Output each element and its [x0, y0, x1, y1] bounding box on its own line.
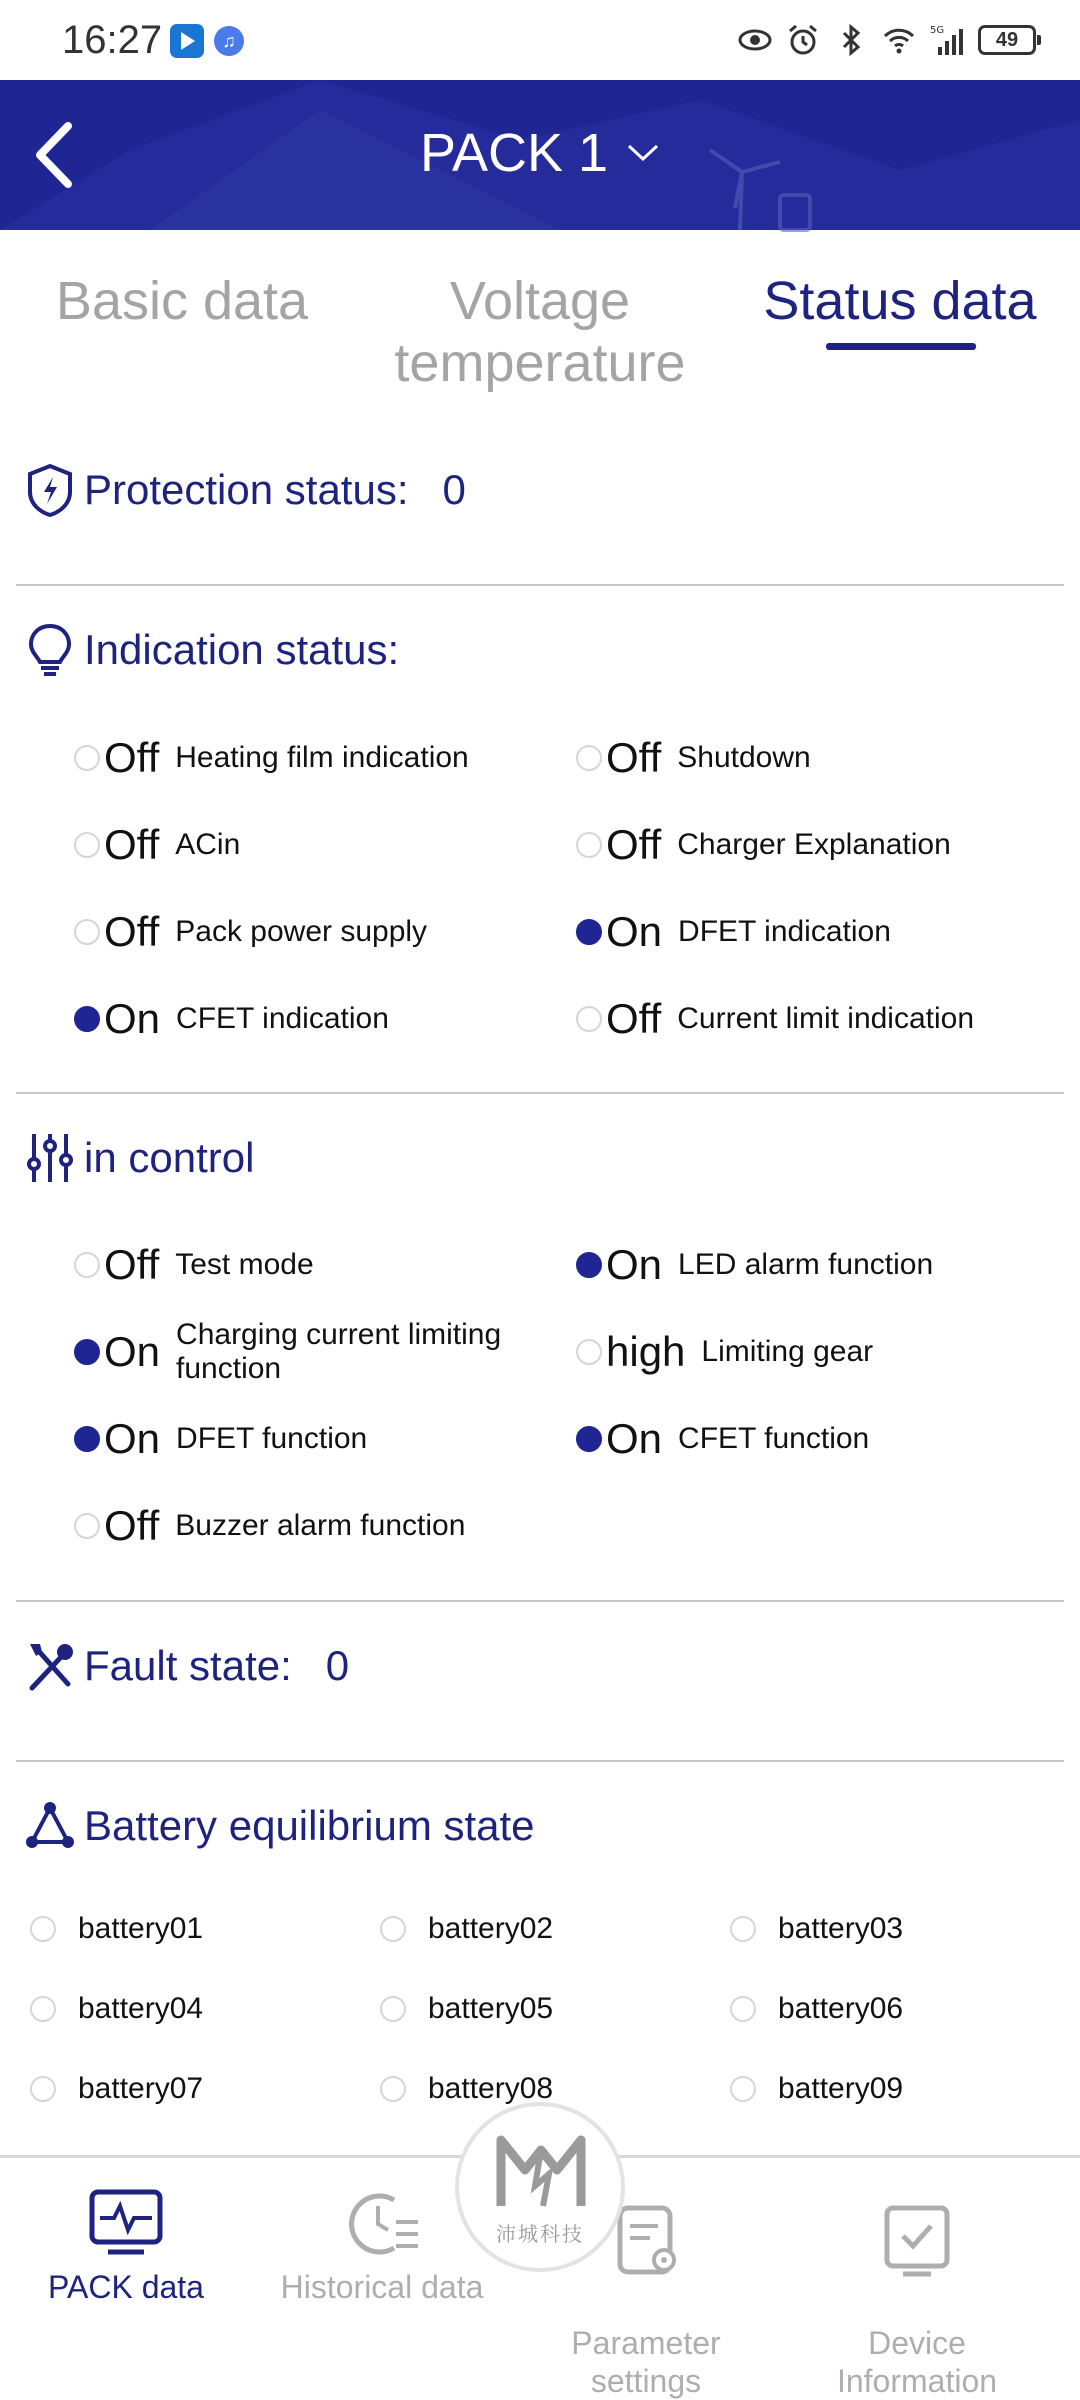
tab-status-data[interactable]: Status data	[763, 271, 1037, 331]
status-label: DFET indication	[678, 915, 891, 948]
balance-dot	[730, 1996, 756, 2022]
battery-label: battery07	[78, 2072, 204, 2105]
status-state: Off	[606, 995, 662, 1042]
indication-status-header	[24, 622, 399, 678]
balance-dot	[380, 1996, 406, 2022]
status-label: Current limit indication	[677, 1002, 975, 1035]
nav-pack-data[interactable]	[36, 2186, 216, 2306]
tab-bar	[0, 240, 1080, 410]
nav-label: Device Information	[836, 2325, 998, 2399]
indicator-pack-power-supply	[74, 908, 427, 956]
status-dot	[74, 1252, 100, 1278]
status-state: On	[606, 1415, 663, 1462]
center-logo-button[interactable]	[455, 2102, 625, 2272]
control-cfet-function	[576, 1415, 869, 1463]
status-state: On	[104, 1415, 161, 1462]
company-logo-icon	[495, 2130, 587, 2210]
sliders-icon	[24, 1130, 76, 1186]
control-test-mode	[74, 1241, 314, 1289]
status-label: Charger Explanation	[677, 828, 951, 861]
battery-balance-item	[30, 1992, 203, 2026]
wifi-icon	[882, 23, 916, 57]
shield-bolt-icon	[24, 462, 76, 518]
lightbulb-icon	[24, 622, 76, 678]
status-label: Charging current limiting function	[176, 1318, 502, 1385]
nav-label: PACK data	[48, 2269, 204, 2305]
indication-status-title: Indication status:	[84, 626, 400, 673]
indicator-dfet	[576, 908, 891, 956]
status-dot	[576, 1339, 602, 1365]
control-title: in control	[84, 1134, 255, 1181]
status-dot	[74, 1339, 100, 1365]
status-dot	[576, 1252, 602, 1278]
battery-label: battery01	[78, 1912, 204, 1945]
nav-device-information[interactable]	[812, 2166, 1022, 2400]
tab-voltage-temperature[interactable]: Voltage temperature	[394, 271, 686, 393]
active-tab-indicator	[826, 343, 976, 350]
battery-icon: 49	[978, 25, 1036, 55]
balance-dot	[730, 1916, 756, 1942]
tab-basic-data[interactable]: Basic data	[55, 271, 309, 331]
indicator-cfet	[74, 995, 389, 1043]
triangle-nodes-icon	[24, 1798, 76, 1854]
tools-icon	[24, 1638, 76, 1694]
pack-selector[interactable]	[0, 122, 1080, 184]
control-dfet-function	[74, 1415, 367, 1463]
bluetooth-icon	[834, 23, 868, 57]
battery-balance-item	[380, 2072, 553, 2106]
status-label: Pack power supply	[175, 915, 428, 948]
status-state: Off	[104, 1241, 160, 1288]
status-label: LED alarm function	[678, 1248, 934, 1281]
battery-balance-item	[730, 2072, 903, 2106]
status-state: On	[104, 995, 161, 1042]
status-icons	[738, 20, 1036, 60]
status-state: Off	[104, 908, 160, 955]
section-divider	[16, 1092, 1064, 1094]
control-led-alarm	[576, 1241, 933, 1289]
battery-label: battery06	[778, 1992, 904, 2025]
indicator-acin	[74, 821, 240, 869]
clock-list-icon	[342, 2186, 422, 2262]
balance-dot	[730, 2076, 756, 2102]
battery-balance-item	[30, 2072, 203, 2106]
status-state: high	[606, 1328, 686, 1375]
status-label: ACin	[175, 828, 241, 861]
app-notification-icon	[170, 24, 204, 58]
balance-dot	[30, 2076, 56, 2102]
balance-dot	[380, 1916, 406, 1942]
battery-label: battery09	[778, 2072, 904, 2105]
battery-balance-item	[730, 1992, 903, 2026]
alarm-icon	[786, 23, 820, 57]
signal-5g-icon	[930, 23, 964, 57]
protection-status-label: Protection status:	[84, 466, 409, 513]
nav-label: Historical data	[280, 2269, 484, 2305]
battery-label: battery08	[428, 2072, 554, 2105]
status-dot	[74, 745, 100, 771]
chevron-down-icon	[626, 143, 660, 163]
status-dot	[576, 832, 602, 858]
indicator-shutdown	[576, 734, 811, 782]
status-state: On	[606, 908, 663, 955]
status-dot	[74, 919, 100, 945]
status-dot	[74, 1006, 100, 1032]
control-buzzer-alarm	[74, 1502, 465, 1550]
battery-label: battery05	[428, 1992, 554, 2025]
status-label: CFET indication	[176, 1002, 389, 1035]
page-title: PACK 1	[419, 123, 609, 183]
indicator-charger-explanation	[576, 821, 951, 869]
clipboard-check-icon	[877, 2204, 957, 2280]
status-label: Test mode	[175, 1248, 314, 1281]
fault-state-value: 0	[325, 1642, 350, 1689]
status-label: Limiting gear	[701, 1335, 874, 1368]
status-dot	[576, 745, 602, 771]
status-dot	[576, 1006, 602, 1032]
status-dot	[576, 919, 602, 945]
battery-label: battery03	[778, 1912, 904, 1945]
status-label: DFET function	[176, 1422, 368, 1455]
status-dot	[74, 1426, 100, 1452]
battery-balance-item	[380, 1912, 553, 1946]
svg-text:5G: 5G	[930, 25, 945, 36]
section-divider	[16, 584, 1064, 586]
music-notification-icon: ♫	[214, 26, 244, 56]
section-divider	[16, 1760, 1064, 1762]
fault-state-row	[24, 1638, 349, 1694]
battery-label: battery02	[428, 1912, 554, 1945]
app-header	[0, 80, 1080, 230]
equilibrium-title: Battery equilibrium state	[84, 1802, 535, 1849]
status-label: Heating film indication	[175, 741, 469, 774]
battery-label: battery04	[78, 1992, 204, 2025]
status-state: On	[104, 1328, 161, 1375]
indicator-heating-film	[74, 734, 469, 782]
status-label: Shutdown	[677, 741, 811, 774]
status-dot	[74, 1513, 100, 1539]
balance-dot	[30, 1996, 56, 2022]
balance-dot	[30, 1916, 56, 1942]
balance-dot	[380, 2076, 406, 2102]
protection-status-row	[24, 462, 466, 518]
status-label: CFET function	[678, 1422, 870, 1455]
status-dot	[576, 1426, 602, 1452]
fault-state-label: Fault state:	[84, 1642, 292, 1689]
company-logo-text: 沛城科技	[496, 2224, 584, 2246]
section-divider	[16, 1600, 1064, 1602]
control-header	[24, 1130, 254, 1186]
protection-status-value: 0	[442, 466, 466, 513]
status-state: Off	[606, 734, 662, 781]
status-bar	[0, 0, 1080, 80]
nav-label: Parameter settings	[571, 2325, 721, 2399]
battery-balance-item	[380, 1992, 553, 2026]
monitor-pulse-icon	[86, 2186, 166, 2262]
status-dot	[74, 832, 100, 858]
eye-icon	[738, 23, 772, 57]
indicator-current-limit	[576, 995, 974, 1043]
status-state: Off	[104, 1502, 160, 1549]
status-state: Off	[104, 734, 160, 781]
status-label: Buzzer alarm function	[175, 1509, 466, 1542]
control-limiting-gear	[576, 1328, 873, 1376]
status-time: 16:27	[62, 18, 163, 62]
control-charging-current-limiting	[74, 1318, 536, 1386]
status-state: Off	[104, 821, 160, 868]
status-state: Off	[606, 821, 662, 868]
equilibrium-header	[24, 1798, 535, 1854]
status-state: On	[606, 1241, 663, 1288]
battery-balance-item	[730, 1912, 903, 1946]
battery-balance-item	[30, 1912, 203, 1946]
